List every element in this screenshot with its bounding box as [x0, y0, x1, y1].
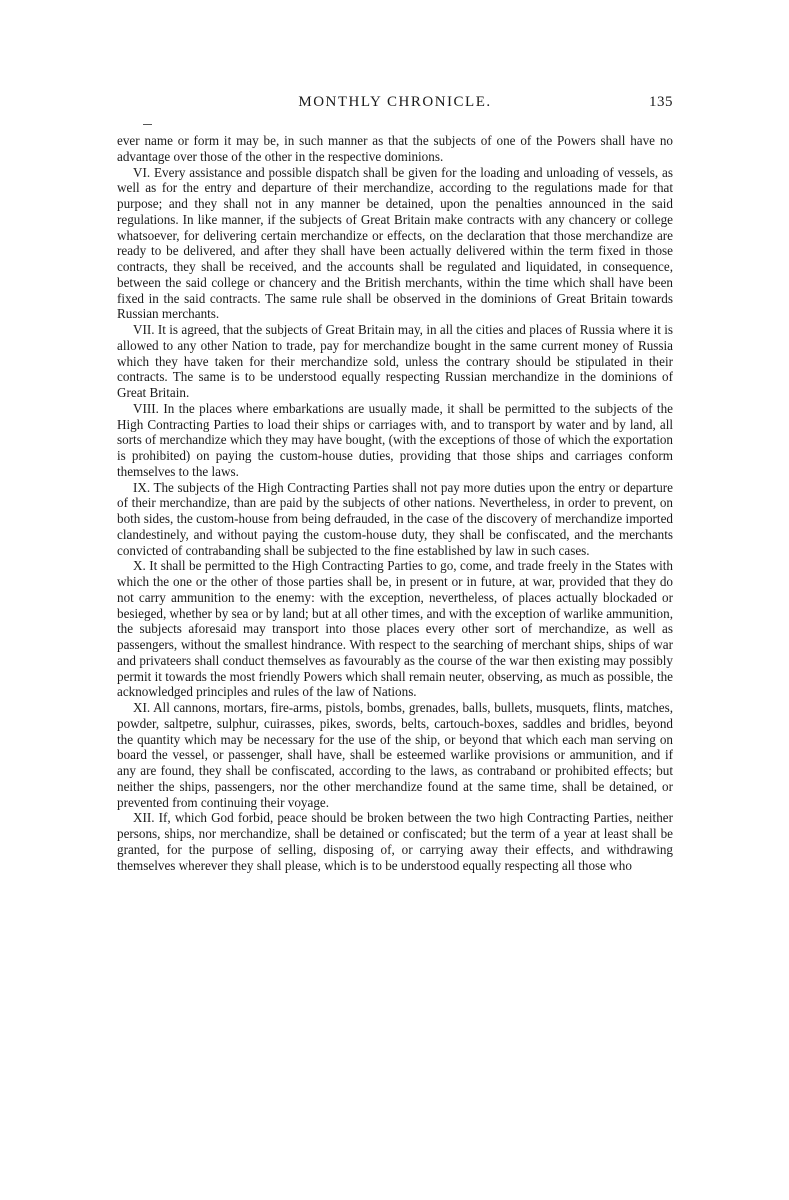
running-header	[117, 94, 673, 114]
header-rule	[143, 124, 152, 125]
paragraph-article-xi: XI. All cannons, mortars, fire-arms, pistols, bombs, grenades, balls, bullets, musquets, flints, matches, powder, saltpetre, sulphur, cuirasses, pikes, swords, belts, cartouch-boxes, saddles and bridles, beyond the quantity which may be necessary for the use of the ship, or beyond that which each man serving on board the vessel, or passenger, shall have, shall be esteemed warlike provisions or ammunition, and if any are found, they shall be confiscated, according to the laws, as contraband or prohibited effects; but neither the ships, passengers, nor the other merchandize found at the same time, shall be detained, or prevented from continuing their voyage.	[117, 700, 673, 810]
paragraph-article-vii: VII. It is agreed, that the subjects of Great Britain may, in all the cities and places of Russia where it is allowed to any other Nation to trade, pay for merchandize bought in the same current money of Russia which they have taken for their merchandize sold, unless the contrary should be stipulated in their contracts. The same is to be understood equally respecting Russian merchandize in the dominions of Great Britain.	[117, 322, 673, 400]
paragraph-article-xii: XII. If, which God forbid, peace should be broken between the two high Contracting Parties, neither persons, ships, nor merchandize, shall be detained or confiscated; but the term of a year at least shall be granted, for the purpose of selling, disposing of, or carrying away their effects, and withdrawing themselves wherever they shall please, which is to be understood equally respecting all those who	[117, 810, 673, 873]
page-number: 135	[649, 94, 673, 110]
article-body	[117, 133, 673, 873]
paragraph-article-ix: IX. The subjects of the High Contracting Parties shall not pay more duties upon the entry or departure of their merchandize, than are paid by the subjects of other nations. Nevertheless, in order to prevent, on both sides, the custom-house from being defrauded, in the case of the discovery of merchandize imported clandestinely, and without paying the custom-house duty, they shall be confiscated, and the merchants convicted of contrabanding shall be subjected to the fine established by law in such cases.	[117, 479, 673, 558]
paragraph-article-vi: VI. Every assistance and possible dispatch shall be given for the loading and unloading of vessels, as well as for the entry and departure of their merchandize, according to the regulations made for that purpose; and they shall not in any manner be detained, upon the penalties announced in the said regulations. In like manner, if the subjects of Great Britain make contracts with any chancery or college whatsoever, for delivering certain merchandize or effects, on the declaration that those merchandize are ready to be delivered, and after they shall have been actually delivered within the term fixed in those contracts, they shall be received, and the accounts shall be regulated and liquidated, in consequence, between the said college or chancery and the British merchants, within the time which shall have been fixed in the said contracts. The same rule shall be observed in the dominions of Great Britain towards Russian merchants.	[117, 164, 673, 322]
paragraph-article-x: X. It shall be permitted to the High Contracting Parties to go, come, and trade freely in the States with which the one or the other of those parties shall be, in present or in future, at war, provided that they do not carry ammunition to the enemy: with the exception, nevertheless, of places actually blockaded or besieged, whether by sea or by land; but at all other times, and with the exception of warlike ammunition, the subjects aforesaid may transport into those places every other sort of merchandize, as well as passengers, without the smallest hindrance. With respect to the searching of merchant ships, ships of war and privateers shall conduct themselves as favourably as the course of the war then existing may possibly permit it towards the most friendly Powers which shall remain neuter, observing, as much as possible, the acknowledged principles and rules of the law of Nations.	[117, 558, 673, 700]
running-title: MONTHLY CHRONICLE.	[298, 94, 492, 110]
paragraph-article-viii: VIII. In the places where embarkations are usually made, it shall be permitted to the subjects of the High Contracting Parties to load their ships or carriages with, and to transport by water and by land, all sorts of merchandize which they may have bought, (with the exceptions of those of which the exportation is prohibited) on paying the custom-house duties, providing that those ships and carriages conform themselves to the laws.	[117, 400, 673, 479]
paragraph-continuation: ever name or form it may be, in such manner as that the subjects of one of the Powers shall have no advantage over those of the other in the respective dominions.	[117, 133, 673, 164]
